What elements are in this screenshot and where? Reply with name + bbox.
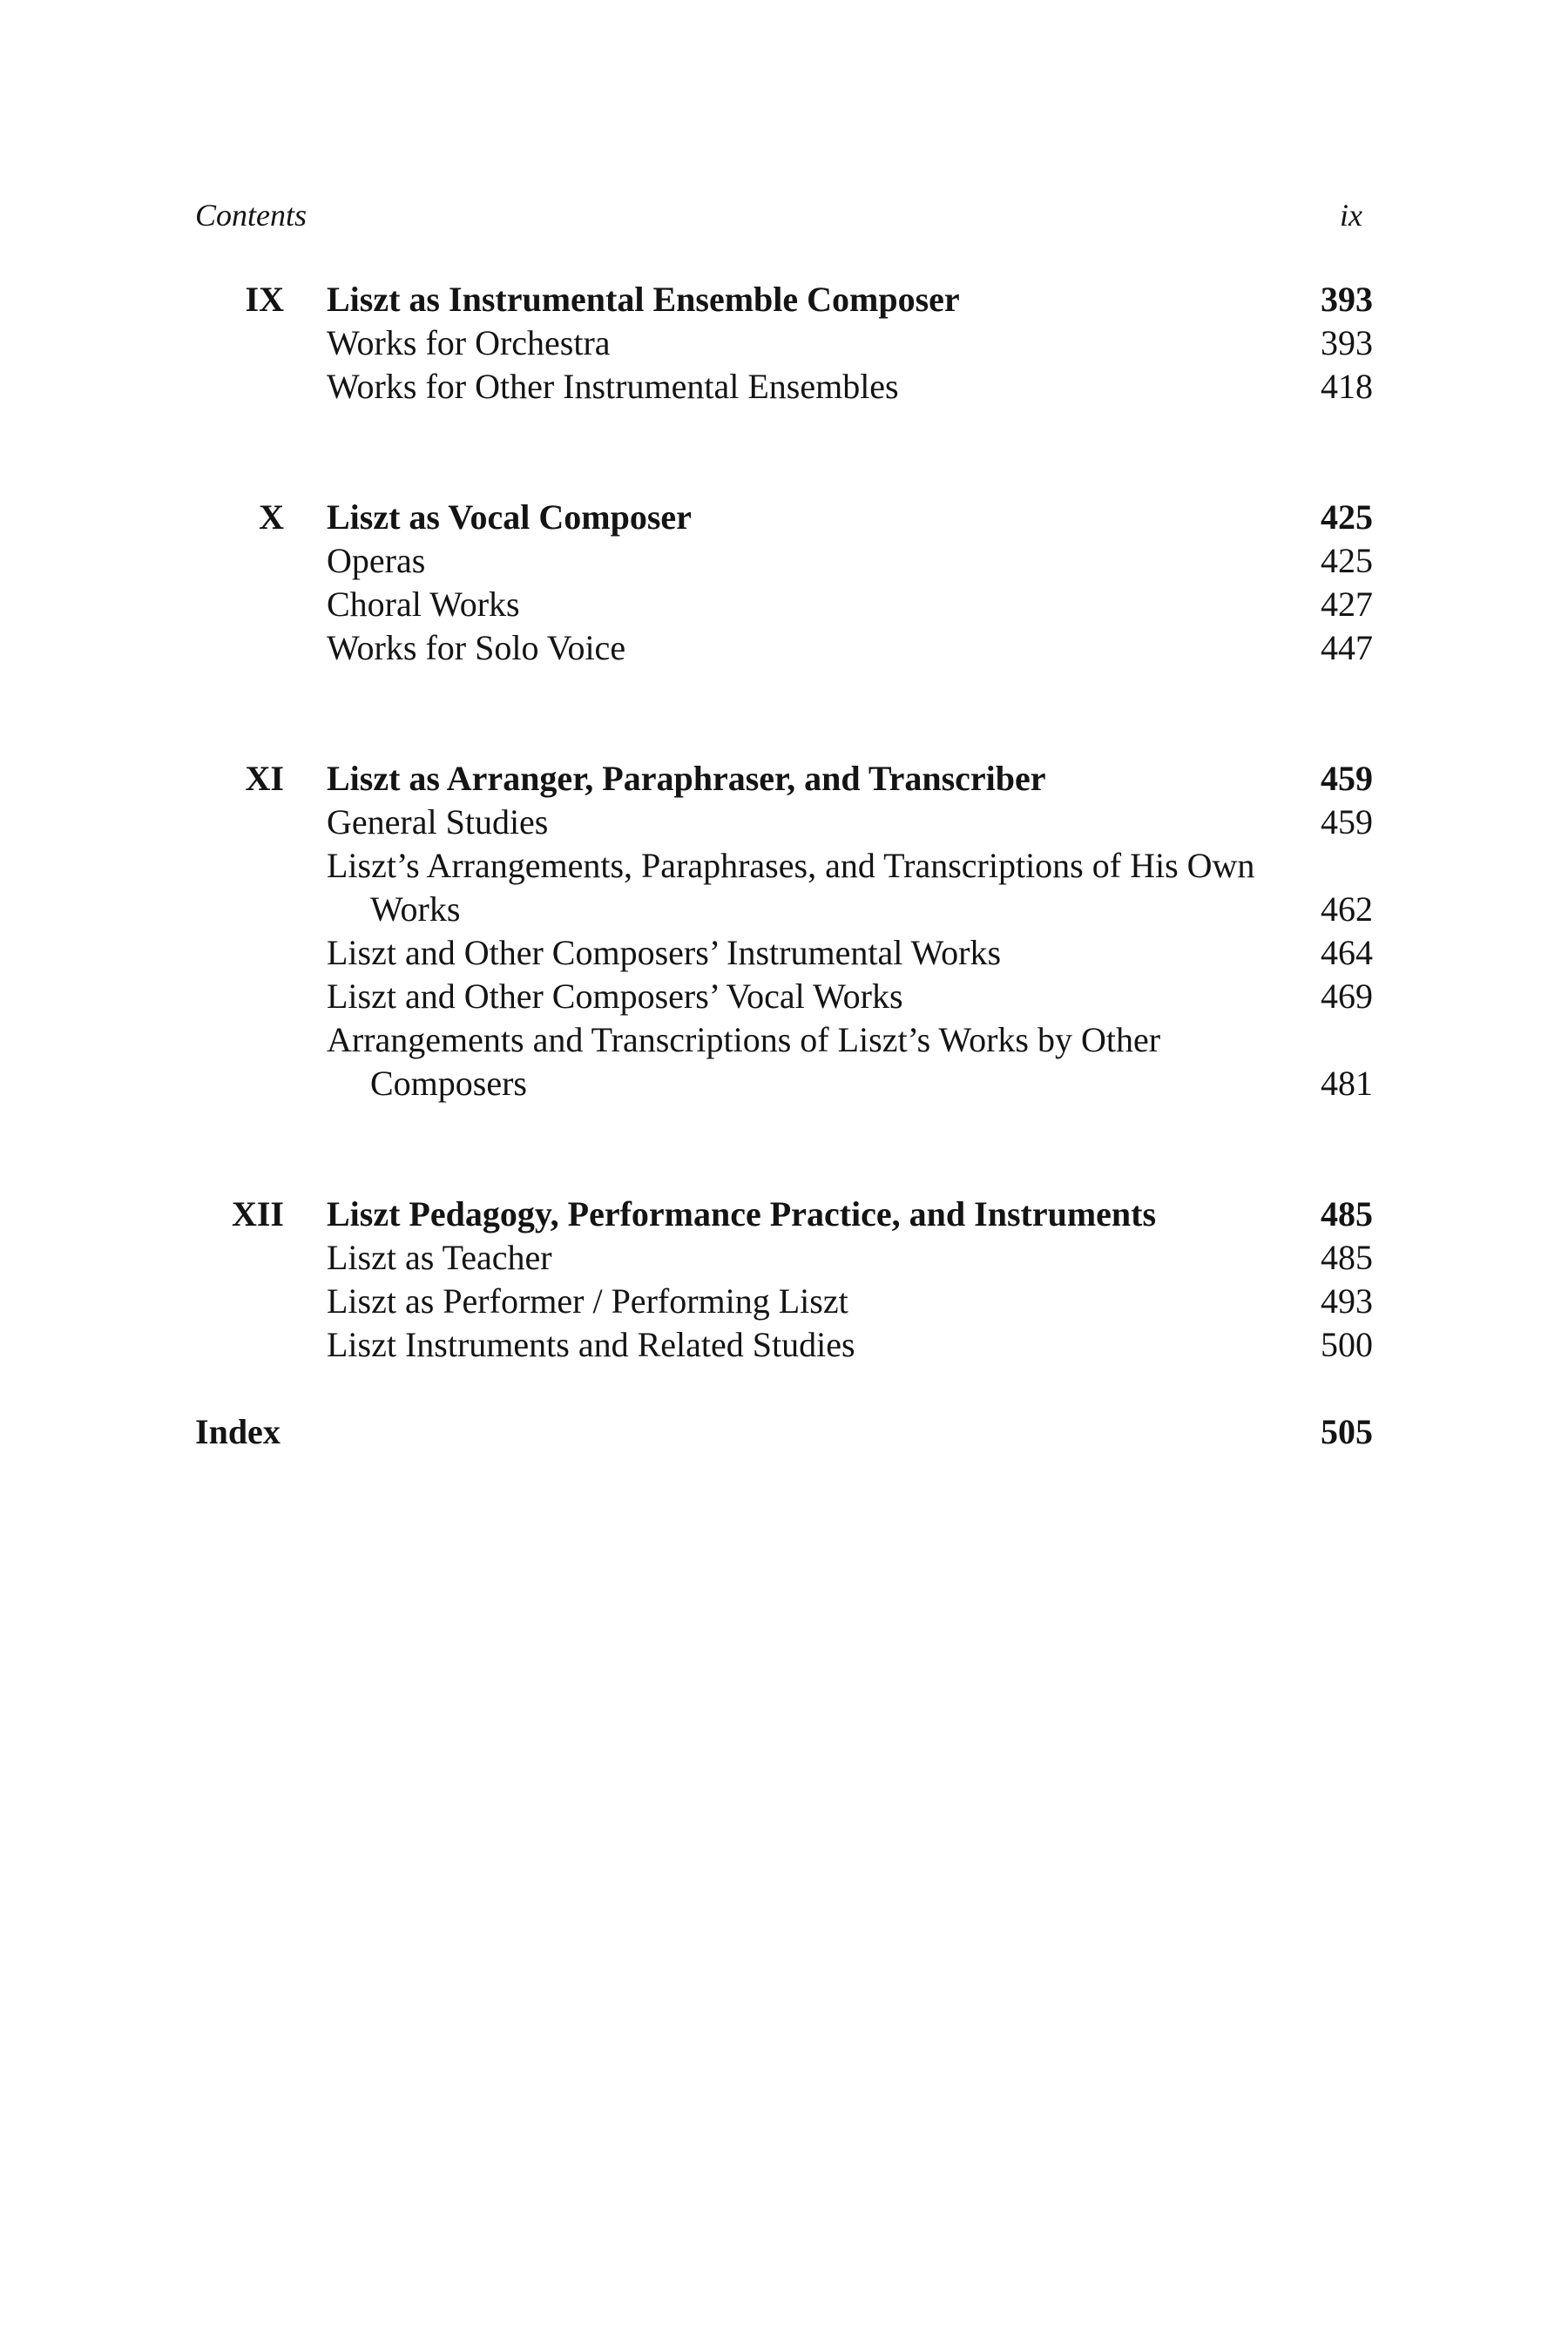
entry-page-number: 493: [1321, 1281, 1373, 1321]
entry-page-number: 393: [1321, 323, 1373, 362]
chapter-page-number: 459: [1321, 759, 1373, 798]
chapter-heading[interactable]: [0, 496, 1568, 539]
entry-page-number: 462: [1321, 889, 1373, 929]
chapter-heading[interactable]: [0, 757, 1568, 801]
entry-title: Works for Solo Voice: [327, 628, 626, 667]
entry-title: Works for Other Instrumental Ensembles: [327, 367, 899, 406]
toc-entry-continuation[interactable]: [0, 888, 1568, 931]
entry-title: Arrangements and Transcriptions of Liszt’s Works by Other: [327, 1020, 1161, 1059]
chapter-title: Liszt as Vocal Composer: [327, 497, 692, 537]
toc-entry[interactable]: [0, 365, 1568, 409]
entry-title: General Studies: [327, 802, 549, 841]
entry-page-number: 459: [1321, 802, 1373, 841]
entry-title-continuation: Composers: [370, 1064, 527, 1103]
chapter-title: Liszt as Instrumental Ensemble Composer: [327, 280, 960, 319]
toc-entry[interactable]: [0, 1323, 1568, 1367]
toc-entry[interactable]: [0, 1236, 1568, 1280]
entry-title: Liszt’s Arrangements, Paraphrases, and Transcriptions of His Own: [327, 846, 1255, 885]
entry-page-number: 427: [1321, 585, 1373, 624]
chapter-page-number: 485: [1321, 1194, 1373, 1233]
chapter-numeral: IX: [245, 280, 284, 319]
running-head-title: Contents: [195, 198, 308, 233]
toc-entry[interactable]: [0, 626, 1568, 670]
chapter-numeral: X: [259, 497, 284, 537]
index-page-number: 505: [1321, 1412, 1373, 1451]
toc-entry[interactable]: [0, 975, 1568, 1018]
toc-entry[interactable]: [0, 321, 1568, 365]
running-head: [195, 193, 1362, 237]
entry-title: Works for Orchestra: [327, 323, 611, 362]
toc-entry[interactable]: [0, 1018, 1568, 1062]
entry-title: Liszt as Teacher: [327, 1238, 552, 1277]
entry-page-number: 425: [1321, 541, 1373, 580]
entry-title: Choral Works: [327, 585, 520, 624]
chapter-page-number: 425: [1321, 497, 1373, 537]
entry-title: Liszt and Other Composers’ Instrumental Works: [327, 933, 1002, 972]
entry-title: Liszt as Performer / Performing Liszt: [327, 1281, 848, 1321]
toc-entry-continuation[interactable]: [0, 1062, 1568, 1105]
chapter-title: Liszt as Arranger, Paraphraser, and Transcriber: [327, 759, 1046, 798]
chapter-numeral: XII: [231, 1194, 284, 1233]
index-label: Index: [195, 1412, 280, 1451]
index-entry[interactable]: [0, 1410, 1568, 1454]
entry-title-continuation: Works: [370, 889, 461, 929]
toc-entry[interactable]: [0, 1280, 1568, 1323]
chapter-page-number: 393: [1321, 280, 1373, 319]
chapter-heading[interactable]: [0, 278, 1568, 321]
entry-title: Liszt Instruments and Related Studies: [327, 1325, 855, 1364]
entry-page-number: 464: [1321, 933, 1373, 972]
running-head-page-number: ix: [1340, 198, 1362, 233]
entry-page-number: 469: [1321, 977, 1373, 1016]
entry-page-number: 418: [1321, 367, 1373, 406]
toc-entry[interactable]: [0, 539, 1568, 583]
toc-entry[interactable]: [0, 844, 1568, 888]
chapter-heading[interactable]: [0, 1193, 1568, 1236]
entry-page-number: 481: [1321, 1064, 1373, 1103]
toc-entry[interactable]: [0, 583, 1568, 626]
entry-page-number: 447: [1321, 628, 1373, 667]
toc-entry[interactable]: [0, 801, 1568, 844]
entry-page-number: 485: [1321, 1238, 1373, 1277]
chapter-title: Liszt Pedagogy, Performance Practice, and Instruments: [327, 1194, 1157, 1233]
toc-entry[interactable]: [0, 931, 1568, 975]
entry-title: Liszt and Other Composers’ Vocal Works: [327, 977, 903, 1016]
entry-page-number: 500: [1321, 1325, 1373, 1364]
entry-title: Operas: [327, 541, 426, 580]
chapter-numeral: XI: [245, 759, 284, 798]
